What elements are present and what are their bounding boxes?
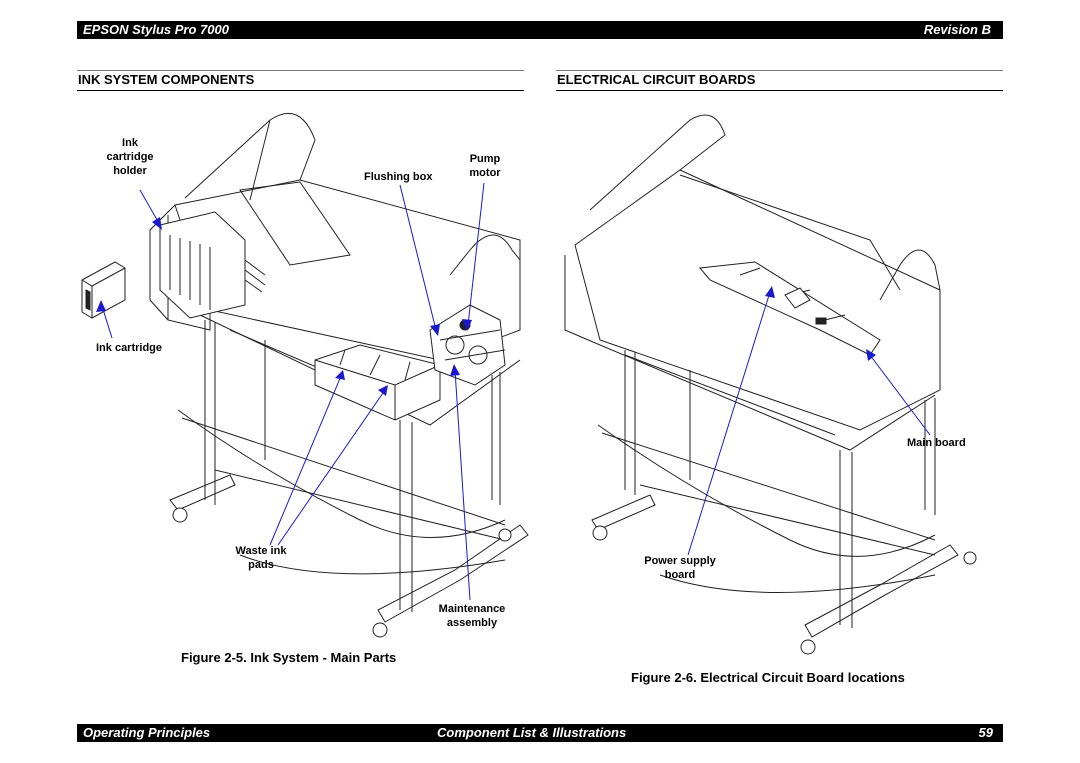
main-board-art bbox=[700, 262, 880, 355]
label-assembly-line: assembly bbox=[446, 617, 498, 629]
page-number: 59 bbox=[978, 725, 993, 740]
label-holder-line: holder bbox=[113, 165, 147, 177]
label-main-board: Main board bbox=[907, 437, 966, 449]
right-section-title: ELECTRICAL CIRCUIT BOARDS bbox=[557, 72, 756, 87]
figure-2-6-caption: Figure 2-6. Electrical Circuit Board locations bbox=[631, 670, 905, 685]
label-maintenance-line: Maintenance bbox=[438, 603, 506, 615]
label-flushing-box: Flushing box bbox=[364, 171, 433, 183]
label-pads-line: pads bbox=[248, 559, 274, 571]
label-cartridge-line: cartridge bbox=[106, 151, 154, 163]
label-power-supply-board bbox=[636, 554, 724, 582]
label-ink-line: Ink bbox=[122, 137, 138, 149]
footer-chapter-name: Component List & Illustrations bbox=[437, 725, 627, 740]
label-pump-line: Pump bbox=[469, 153, 501, 165]
document-title: EPSON Stylus Pro 7000 bbox=[83, 22, 229, 37]
left-section-title: INK SYSTEM COMPONENTS bbox=[78, 72, 255, 87]
footer-bar bbox=[77, 724, 1003, 742]
footer-section-name: Operating Principles bbox=[83, 725, 211, 740]
label-board-line: board bbox=[664, 569, 696, 581]
label-ink-cartridge: Ink cartridge bbox=[96, 342, 163, 354]
printer-body-right bbox=[565, 115, 976, 654]
callout-lines-right bbox=[688, 286, 930, 555]
revision-label: Revision B bbox=[923, 22, 991, 37]
label-motor-line: motor bbox=[469, 167, 501, 179]
label-power-supply-line: Power supply bbox=[644, 555, 716, 567]
figure-2-5-caption: Figure 2-5. Ink System - Main Parts bbox=[181, 650, 397, 665]
label-waste-ink-line: Waste ink bbox=[235, 545, 287, 557]
